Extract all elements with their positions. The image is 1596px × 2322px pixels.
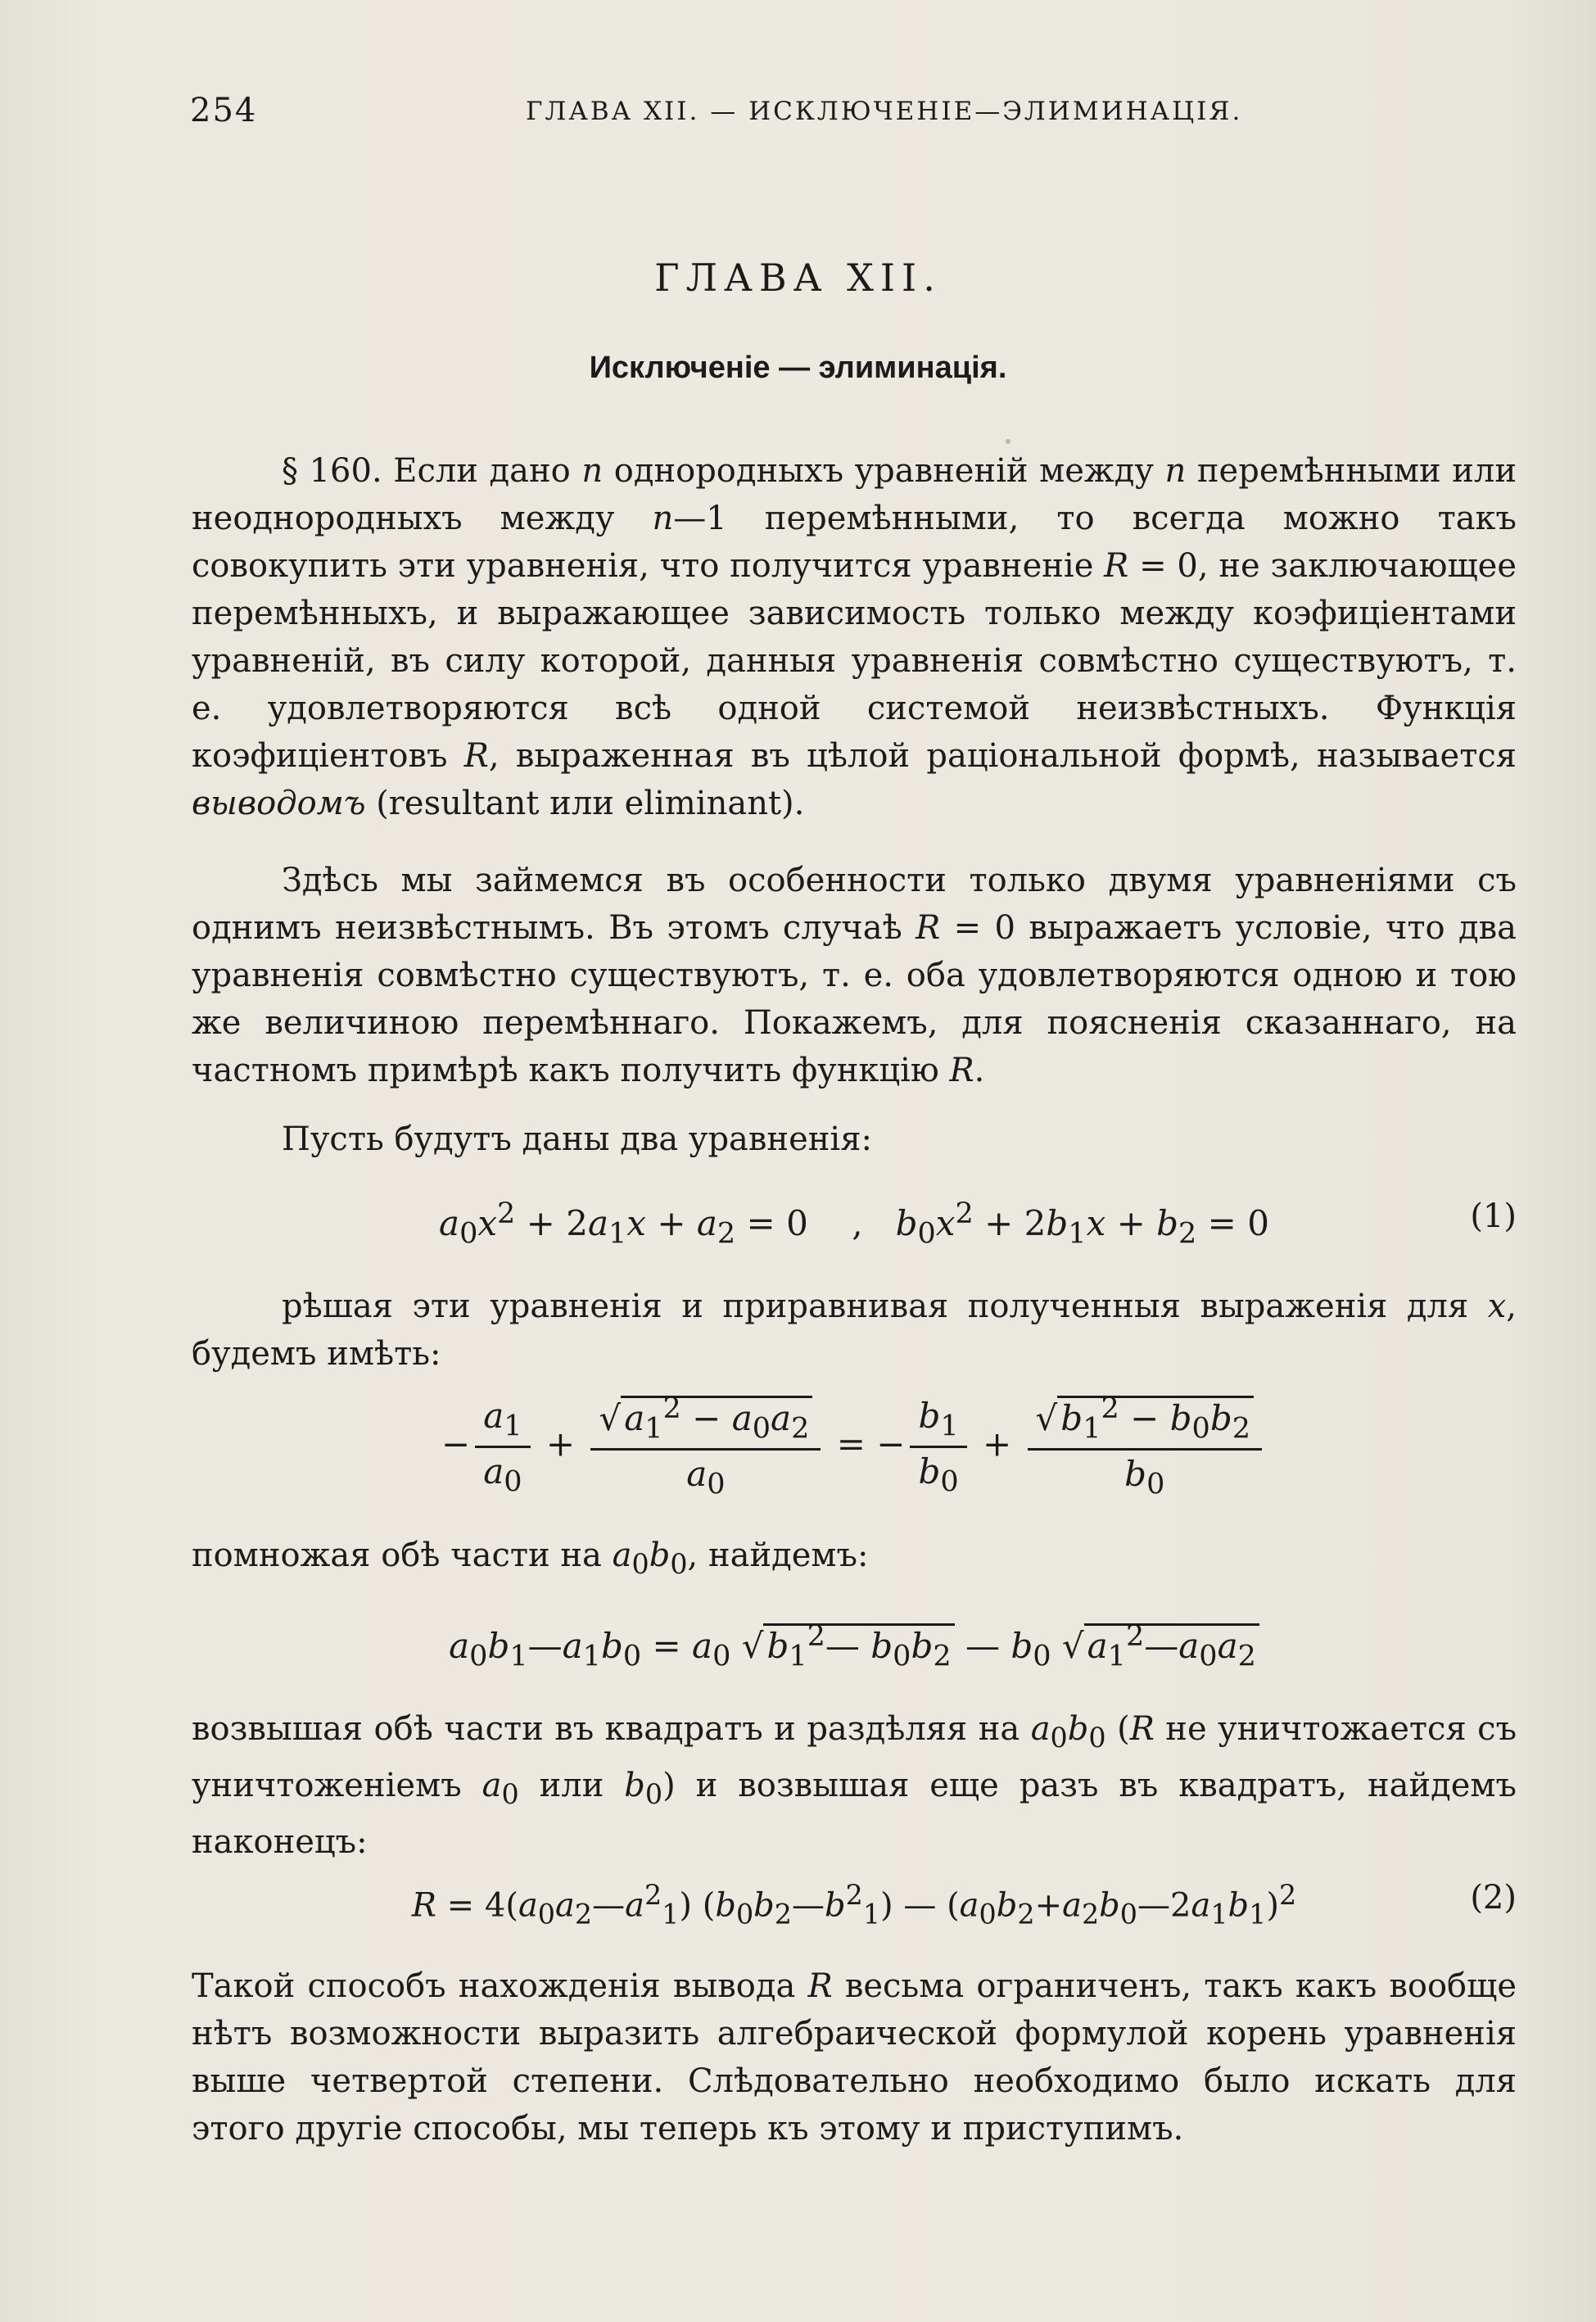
text-run: . xyxy=(974,1052,985,1089)
text-run: , будемъ имѣть: xyxy=(192,1288,1517,1373)
equation-number: (1) xyxy=(1470,1197,1517,1235)
text-run: и возвышая еще разъ въ квадратъ, найдемъ наконецъ: xyxy=(192,1767,1517,1861)
equation-number: (2) xyxy=(1470,1879,1517,1917)
paragraph-two-equations xyxy=(192,857,1517,1094)
math-a0b0: a xyxy=(612,1537,632,1574)
math-var: R xyxy=(807,1967,833,2005)
equation-fractions xyxy=(192,1392,1517,1499)
paragraph-section-160 xyxy=(192,447,1517,827)
text-run: = 0, не заключающее перемѣнныхъ, и выражающее зависимость только между коэфиціентами уравненій, въ силу которой, данныя уравненія совмѣстно существуютъ, т. е. удовлетворяются всѣ одной системой неизвѣстныхъ. Функція коэфиціентовъ xyxy=(192,547,1517,775)
text-run: однородныхъ уравненій между xyxy=(603,452,1165,490)
math-var: R xyxy=(463,737,489,775)
equation-2 xyxy=(192,1879,1517,1936)
text-run: § 160. Если дано xyxy=(282,452,582,490)
text-run: , найдемъ: xyxy=(687,1537,869,1574)
paragraph-solving xyxy=(192,1283,1517,1378)
paragraph-squaring: возвышая обѣ части въ квадратъ и раздѣляя на $a_0b_0$ (R не уничтожается съ уничтоженіемъ $a_0$ или $b_0$) и возвышая еще разъ въ квадратъ, найдемъ наконецъ: xyxy=(192,1710,1517,1861)
text-run: не уничтожается съ уничтоженіемъ xyxy=(192,1710,1517,1804)
page-number: 254 xyxy=(190,92,258,129)
paragraph-limitation xyxy=(192,1962,1517,2152)
text-run: Такой способъ нахожденія вывода xyxy=(192,1967,808,2005)
chapter-title: ГЛАВА XII. xyxy=(654,256,942,300)
equation-2-body: $R = 4(a_0a_2—a^2_1)$ $(b_0b_2—b^2_1)$ — $(a_0b_2+a_2b_0—2a_1b_1)^2$ xyxy=(411,1879,1297,1930)
paragraph-multiplying: помножая обѣ части на $a_0b_0$, найдемъ: xyxy=(192,1537,869,1580)
text-run: Здѣсь мы займемся въ особенности только двумя уравненіями съ однимъ неизвѣстнымъ. Въ этомъ случаѣ xyxy=(192,862,1517,947)
equation-fractions-body: − $\frac{a_1}{a_0}$ + $\frac{√a_1^2 - a_0a_2}{a_0}$ = − $\frac{b_1}{b_0}$ + $\frac{√b_1^2 - b_0b_2}{b_0}$ xyxy=(192,1392,1517,1501)
running-header xyxy=(190,92,1517,133)
chapter-subtitle: Исключеніе — элиминація. xyxy=(589,351,1007,385)
equation-radicals xyxy=(192,1620,1517,1677)
scan-speck xyxy=(1006,439,1010,444)
text-run: возвышая обѣ части въ квадратъ и раздѣляя на xyxy=(192,1710,1031,1748)
math-var: R xyxy=(1104,547,1129,585)
text-run: , выраженная въ цѣлой раціональной формѣ, называется xyxy=(488,737,1517,775)
text-run: помножая обѣ части на xyxy=(192,1537,613,1574)
math-var: R xyxy=(916,909,941,947)
paragraph-given-equations: Пусть будутъ даны два уравненія: xyxy=(282,1120,872,1158)
equation-1 xyxy=(192,1197,1517,1255)
equation-1-body: $a_0x^2 + 2a_1x + a_2 = 0$ , $b_0x^2 + 2b_1x + b_2 = 0$ xyxy=(439,1197,1269,1251)
equation-radicals-body: $a_0b_1—a_1b_0 = a_0$ $√b_1^2—$ $b_0b_2$ — $b_0$ $√a_1^2—a_0a_2$ xyxy=(192,1620,1517,1672)
math-var: n xyxy=(1164,452,1187,490)
math-var: R xyxy=(1129,1710,1155,1748)
text-run: весьма ограниченъ, такъ какъ вообще нѣтъ возможности выразить алгебраической формулой корень уравненія выше четвертой степени. Слѣдовательно необходимо было искать для этого другіе способы, мы теперь къ этому и приступимъ. xyxy=(192,1967,1517,2148)
math-var: n xyxy=(652,500,674,537)
text-run: (resultant или eliminant). xyxy=(365,785,805,822)
text-run: рѣшая эти уравненія и приравнивая полученныя выраженія для xyxy=(282,1288,1488,1325)
running-title: ГЛАВА XII. — ИСКЛЮЧЕНІЕ—ЭЛИМИНАЦІЯ. xyxy=(526,97,1243,126)
math-var: R xyxy=(949,1052,974,1089)
math-var: x xyxy=(1487,1288,1507,1325)
text-run: = 0 выражаетъ условіе, что два уравненія совмѣстно существуютъ, т. е. оба удовлетворяются одною и тою же величиною перемѣннаго. Покажемъ, для поясненія сказаннаго, на частномъ примѣрѣ какъ получить функцію xyxy=(192,909,1517,1089)
text-run: перемѣнными или неоднородныхъ между xyxy=(192,452,1517,537)
text-run: или xyxy=(518,1767,625,1804)
math-var: n xyxy=(581,452,604,490)
text-run: —1 перемѣнными, то всегда можно такъ совокупить эти уравненія, что получится уравненіе xyxy=(192,500,1517,585)
defined-term: выводомъ xyxy=(192,785,366,822)
